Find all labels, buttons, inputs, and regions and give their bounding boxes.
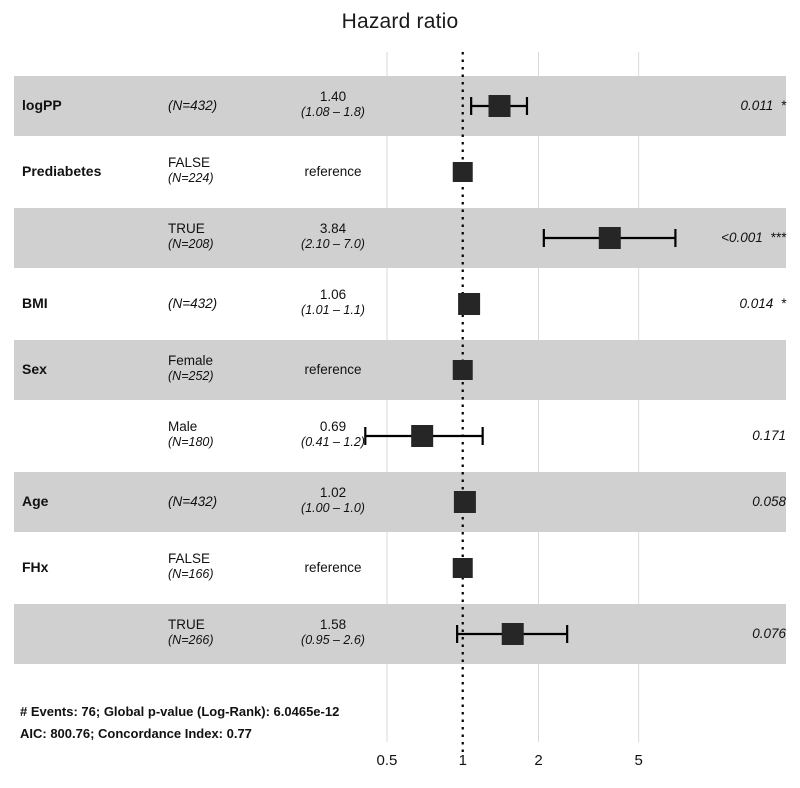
page-title: Hazard ratio	[341, 10, 459, 33]
estimate-marker	[453, 558, 473, 578]
row-estimate-label: 1.58 (0.95 – 2.6)	[301, 617, 365, 647]
row-level-label: (N=432)	[168, 494, 218, 509]
estimate-marker	[502, 623, 524, 645]
row-variable-label: logPP	[22, 97, 62, 113]
row-estimate-label: 1.02 (1.00 – 1.0)	[301, 485, 365, 515]
estimate-marker	[411, 425, 433, 447]
estimate-marker	[489, 95, 511, 117]
row-p-value: 0.076	[752, 626, 786, 641]
estimate-marker	[453, 360, 473, 380]
row-estimate-label: 3.84 (2.10 – 7.0)	[301, 221, 365, 251]
x-axis-tick-label: 0.5	[376, 752, 398, 769]
row-level-label: (N=432)	[168, 98, 218, 113]
row-level-label: FALSE (N=166)	[168, 551, 214, 581]
row-p-value: 0.011 *	[740, 98, 786, 113]
row-level-label: TRUE (N=266)	[168, 617, 214, 647]
row-estimate-label: reference	[304, 164, 362, 179]
row-estimate-label: 1.06 (1.01 – 1.1)	[301, 287, 365, 317]
row-estimate-label: reference	[304, 560, 362, 575]
x-axis-tick-label: 5	[634, 752, 643, 769]
row-level-label: FALSE (N=224)	[168, 155, 214, 185]
row-estimate-label: 1.40 (1.08 – 1.8)	[301, 89, 365, 119]
row-variable-label: Sex	[22, 361, 47, 377]
estimate-marker	[599, 227, 621, 249]
row-level-label: (N=432)	[168, 296, 218, 311]
row-estimate-label: 0.69 (0.41 – 1.2)	[301, 419, 365, 449]
row-level-label: Female (N=252)	[168, 353, 214, 383]
row-p-value: 0.058	[752, 494, 786, 509]
estimate-marker	[453, 162, 473, 182]
x-axis-tick-label: 1	[458, 752, 467, 769]
row-p-value: 0.014 *	[739, 296, 786, 311]
row-variable-label: FHx	[22, 559, 49, 575]
row-level-label: TRUE (N=208)	[168, 221, 214, 251]
row-variable-label: Age	[22, 493, 49, 509]
row-band	[14, 604, 786, 664]
estimate-marker	[454, 491, 476, 513]
row-band	[14, 76, 786, 136]
x-axis-tick-label: 2	[534, 752, 543, 769]
row-band	[14, 340, 786, 400]
footnote: AIC: 800.76; Concordance Index: 0.77	[20, 726, 252, 741]
row-estimate-label: reference	[304, 362, 362, 377]
row-p-value: 0.171	[752, 428, 786, 443]
row-band	[14, 472, 786, 532]
row-p-value: <0.001 ***	[721, 230, 786, 245]
footnote: # Events: 76; Global p-value (Log-Rank): 6.0465e-12	[20, 704, 340, 719]
row-variable-label: BMI	[22, 295, 48, 311]
estimate-marker	[458, 293, 480, 315]
row-variable-label: Prediabetes	[22, 163, 102, 179]
row-level-label: Male (N=180)	[168, 419, 214, 449]
